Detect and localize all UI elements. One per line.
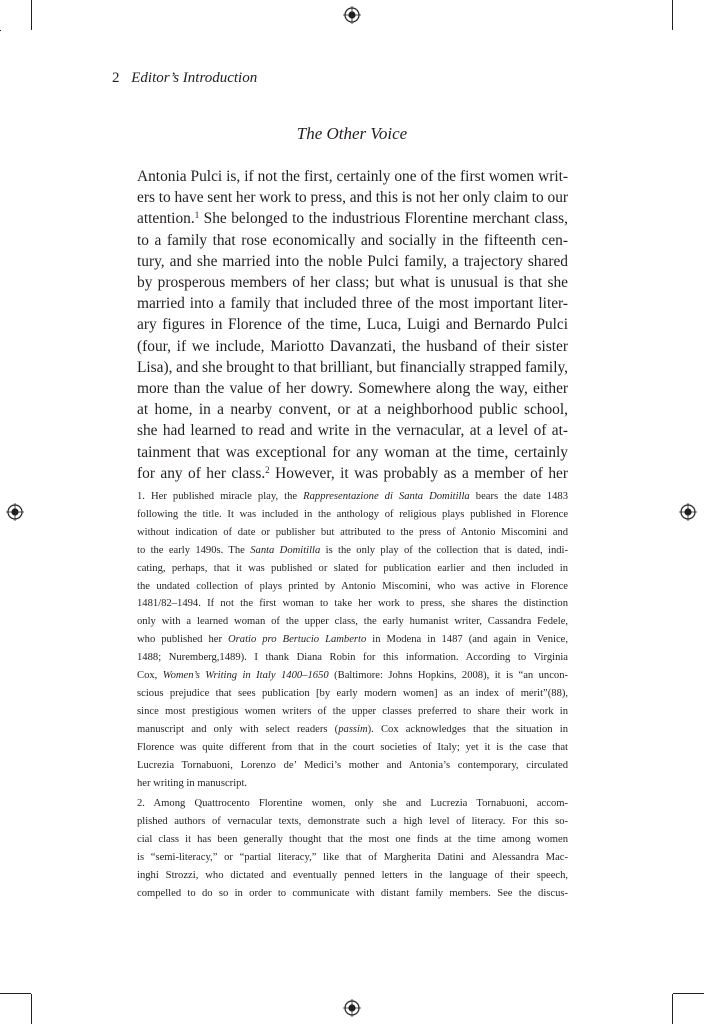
footnote-line: compelled to do so in order to communicate with distant family members. See the discus- [137, 887, 569, 899]
body-paragraph [137, 166, 568, 484]
body-line: Antonia Pulci is, if not the first, certainly one of the first women writ- [137, 168, 568, 185]
footnote-line: following the title. It was included in the anthology of religious plays published in Florence [137, 508, 569, 520]
body-line: (four, if we include, Mariotto Davanzati, the husband of their sister [137, 337, 568, 355]
registration-mark-left-icon [6, 503, 24, 521]
crop-mark-bottom-left [31, 994, 32, 1024]
footnote-line: plished authors of vernacular texts, demonstrate such a high level of literacy. For this so- [137, 815, 569, 827]
footnote-line: Lucrezia Tornabuoni, Lorenzo de’ Medici’s mother and Antonia’s contemporary, circulated [137, 759, 569, 771]
running-head [112, 70, 257, 87]
body-line: to a family that rose economically and socially in the fifteenth cen- [137, 231, 568, 249]
crop-mark-top-left-h [0, 30, 1, 31]
footnote-ref-2[interactable]: 2 [265, 464, 270, 475]
body-line: Lisa), and she brought to that brilliant, but financially strapped family, [137, 358, 569, 376]
section-title: The Other Voice [296, 124, 408, 143]
body-line: at home, in a nearby convent, or at a neighborhood public school, [137, 401, 568, 419]
footnote-line: manuscript and only with select readers (passim). Cox acknowledges that the situation in [137, 723, 569, 735]
body-line: tury, and she married into the noble Pulci family, a trajectory shared [137, 252, 568, 270]
crop-mark-top-left [31, 0, 32, 30]
footnote-line: inghi Strozzi, who dictated and eventually penned letters in the language of their speech, [137, 869, 569, 881]
footnote-line: 1481/82–1494. If not the first woman to take her work to press, she shares the distinction [137, 598, 569, 610]
crop-mark-bottom-right [672, 994, 673, 1024]
footnote-line: the undated collection of plays printed by Antonio Miscomini, who was active in Florence [137, 580, 568, 592]
footnote-line: Florence was quite different from that in the court societies of Italy; yet it is the case that [137, 741, 568, 753]
footnote-line: Cox, Women’s Writing in Italy 1400–1650 (Baltimore: Johns Hopkins, 2008), it is “an uncon- [137, 670, 569, 682]
body-line: for any of her class.$^2$ However, it was probably as a member of her [137, 464, 568, 482]
footnote-line: to the early 1490s. The Santa Domitilla is the only play of the collection that is dated, indi- [137, 544, 569, 556]
footnote-line: scious prejudice that sees publication [by early modern women] as an index of merit”(88), [137, 687, 569, 699]
body-line: attention.$^1$ She belonged to the industrious Florentine merchant class, [137, 210, 568, 228]
body-line: tainment that was exceptional for any woman at the time, certainly [137, 443, 568, 461]
footnote-1 [137, 488, 568, 792]
body-line: married into a family that included three of the most important liter- [137, 295, 568, 313]
body-line: by prosperous members of her class; but what is unusual is that she [137, 274, 568, 292]
footnote-line: who published her Oratio pro Bertucio Lamberto in Modena in 1487 (and again in Venice, [137, 634, 569, 646]
footnote-line: her writing in manuscript. [137, 777, 248, 789]
registration-mark-right-icon [679, 503, 697, 521]
footnote-line: 2. Among Quattrocento Florentine women, only she and Lucrezia Tornabuoni, accom- [137, 798, 569, 809]
body-line: ary figures in Florence of the time, Luca, Luigi and Bernardo Pulci [137, 316, 569, 334]
body-line: ers to have sent her work to press, and this is not her only claim to our [137, 189, 569, 207]
footnote-line: since most prestigious women writers of the upper classes preferred to share their work in [137, 705, 568, 717]
registration-mark-bottom-icon [343, 999, 361, 1017]
crop-mark-bottom-right-h [673, 993, 704, 994]
registration-mark-top-icon [343, 6, 361, 24]
footnote-line: 1488; Nuremberg,1489). I thank Diana Robin for this information. According to Virginia [137, 652, 569, 664]
footnote-line: 1. Her published miracle play, the Rappresentazione di Santa Domitilla bears the date 1483 [137, 491, 568, 502]
page-number: 2 [112, 70, 120, 86]
crop-mark-top-right [672, 0, 673, 30]
running-head-title: Editor’s Introduction [131, 70, 258, 86]
body-line: more than the value of her dowry. Somewhere along the way, either [137, 380, 569, 398]
footnote-2 [137, 795, 568, 902]
footnote-line: cial class it has been generally thought that the most one finds at the time among women [137, 833, 568, 845]
footnote-line: is “semi-literacy,” or “partial literacy,” like that of Margherita Datini and Alessandra Mac- [137, 851, 568, 863]
footnote-ref-1[interactable]: 1 [194, 210, 200, 221]
crop-mark-bottom-left-h [0, 993, 31, 994]
footnote-line: only with a learned woman of the upper class, the early humanist writer, Cassandra Fedele, [137, 616, 569, 628]
footnote-line: cating, perhaps, that it was published or slated for publication earlier and then included in [137, 562, 569, 574]
body-line: she had learned to read and write in the vernacular, at a level of at- [137, 422, 569, 440]
footnote-line: without indication of date or publisher but attributed to the press of Antonio Miscomini and [137, 526, 569, 538]
